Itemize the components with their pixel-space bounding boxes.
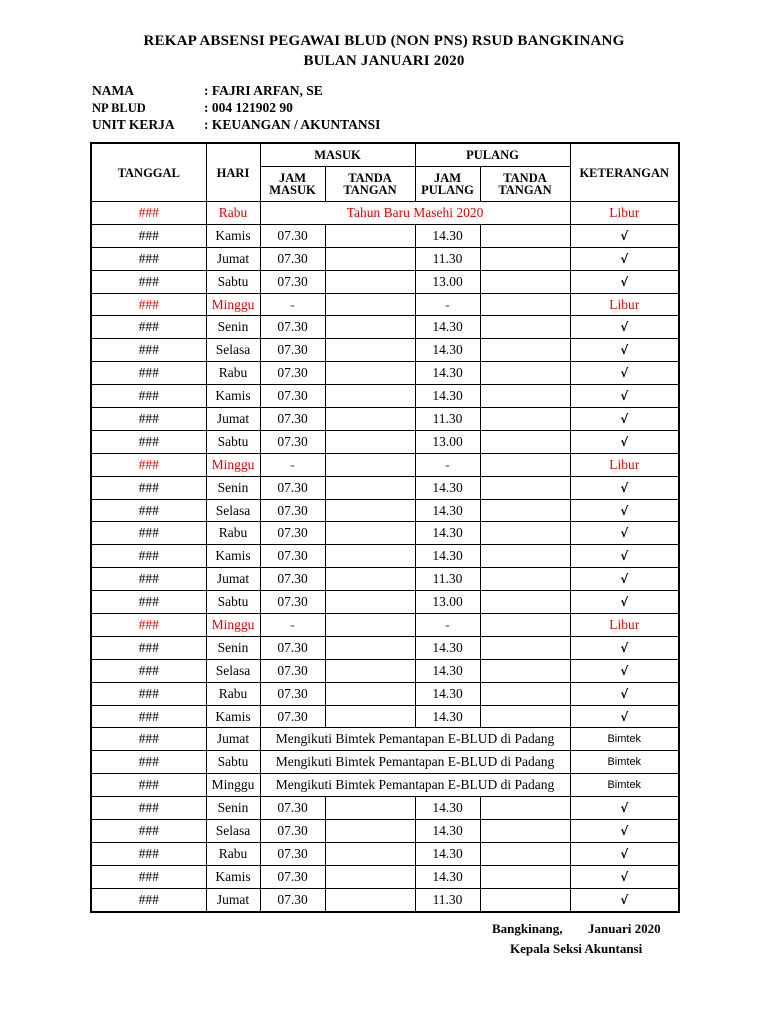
cell-jam-masuk: 07.30 [260, 339, 325, 362]
cell-tanda-pulang [480, 430, 570, 453]
cell-tanggal: ### [91, 545, 206, 568]
cell-jam-pulang: 14.30 [415, 865, 480, 888]
cell-tanda-masuk [325, 316, 415, 339]
col-jam-pulang-header [415, 167, 480, 202]
cell-jam-masuk: 07.30 [260, 224, 325, 247]
cell-keterangan: √ [570, 659, 679, 682]
cell-jam-masuk: 07.30 [260, 682, 325, 705]
cell-tanggal: ### [91, 362, 206, 385]
cell-tanda-pulang [480, 614, 570, 637]
cell-tanda-pulang [480, 888, 570, 911]
table-row [91, 247, 679, 270]
cell-jam-masuk: 07.30 [260, 316, 325, 339]
tanda-masuk-line1: TANDA [348, 171, 392, 185]
cell-tanda-pulang [480, 499, 570, 522]
col-tanda-pulang-header [480, 167, 570, 202]
cell-keterangan: √ [570, 842, 679, 865]
cell-jam-masuk: 07.30 [260, 270, 325, 293]
cell-keterangan: √ [570, 591, 679, 614]
cell-tanda-masuk [325, 820, 415, 843]
cell-jam-masuk: 07.30 [260, 522, 325, 545]
cell-jam-pulang: 11.30 [415, 247, 480, 270]
cell-tanggal: ### [91, 568, 206, 591]
table-row [91, 751, 679, 774]
cell-tanggal: ### [91, 430, 206, 453]
cell-jam-pulang: 11.30 [415, 408, 480, 431]
cell-tanda-masuk [325, 888, 415, 911]
cell-jam-masuk: 07.30 [260, 476, 325, 499]
cell-jam-masuk: 07.30 [260, 591, 325, 614]
cell-tanda-masuk [325, 385, 415, 408]
cell-jam-pulang: 13.00 [415, 430, 480, 453]
cell-keterangan: √ [570, 499, 679, 522]
cell-jam-pulang: 14.30 [415, 476, 480, 499]
cell-tanda-pulang [480, 797, 570, 820]
cell-keterangan: √ [570, 865, 679, 888]
table-row [91, 591, 679, 614]
cell-tanggal: ### [91, 751, 206, 774]
cell-keterangan: √ [570, 339, 679, 362]
cell-tanda-masuk [325, 842, 415, 865]
cell-tanggal: ### [91, 682, 206, 705]
nama-label: NAMA [92, 83, 134, 98]
cell-hari: Minggu [206, 293, 260, 316]
table-row [91, 682, 679, 705]
cell-tanggal: ### [91, 247, 206, 270]
cell-hari: Sabtu [206, 751, 260, 774]
cell-activity-note: Mengikuti Bimtek Pemantapan E-BLUD di Padang [260, 728, 570, 751]
cell-tanggal: ### [91, 499, 206, 522]
cell-jam-pulang: 14.30 [415, 636, 480, 659]
jam-pulang-line1: JAM [433, 171, 462, 185]
col-pulang-header: PULANG [415, 143, 570, 167]
table-row [91, 774, 679, 797]
cell-keterangan: Bimtek [570, 751, 679, 774]
cell-hari: Jumat [206, 888, 260, 911]
cell-keterangan: √ [570, 270, 679, 293]
cell-tanda-masuk [325, 408, 415, 431]
cell-tanggal: ### [91, 705, 206, 728]
cell-jam-pulang: 14.30 [415, 797, 480, 820]
cell-tanda-pulang [480, 453, 570, 476]
cell-jam-pulang: 14.30 [415, 385, 480, 408]
cell-keterangan: √ [570, 316, 679, 339]
cell-tanda-masuk [325, 614, 415, 637]
cell-tanda-pulang [480, 522, 570, 545]
cell-tanda-pulang [480, 659, 570, 682]
cell-tanggal: ### [91, 316, 206, 339]
table-row [91, 522, 679, 545]
cell-jam-pulang: 14.30 [415, 362, 480, 385]
cell-tanda-pulang [480, 545, 570, 568]
cell-activity-note: Mengikuti Bimtek Pemantapan E-BLUD di Padang [260, 774, 570, 797]
cell-jam-pulang: 14.30 [415, 659, 480, 682]
cell-tanda-masuk [325, 293, 415, 316]
table-row [91, 499, 679, 522]
cell-tanda-masuk [325, 568, 415, 591]
cell-hari: Senin [206, 476, 260, 499]
cell-keterangan: Libur [570, 202, 679, 225]
attendance-table [90, 142, 680, 913]
cell-tanda-masuk [325, 522, 415, 545]
cell-jam-pulang: 14.30 [415, 339, 480, 362]
cell-tanggal: ### [91, 476, 206, 499]
signature-month: Januari 2020 [588, 921, 661, 936]
cell-hari: Selasa [206, 339, 260, 362]
cell-tanda-pulang [480, 362, 570, 385]
cell-jam-masuk: 07.30 [260, 636, 325, 659]
np-blud-label: NP BLUD [92, 101, 146, 115]
col-jam-masuk-header [260, 167, 325, 202]
cell-activity-note: Mengikuti Bimtek Pemantapan E-BLUD di Padang [260, 751, 570, 774]
cell-jam-pulang: 14.30 [415, 842, 480, 865]
cell-tanggal: ### [91, 591, 206, 614]
table-row [91, 224, 679, 247]
cell-hari: Sabtu [206, 591, 260, 614]
cell-keterangan: √ [570, 476, 679, 499]
table-row [91, 728, 679, 751]
cell-jam-masuk: 07.30 [260, 385, 325, 408]
cell-jam-masuk: 07.30 [260, 659, 325, 682]
cell-tanda-pulang [480, 865, 570, 888]
cell-keterangan: √ [570, 385, 679, 408]
table-row [91, 614, 679, 637]
cell-jam-masuk: 07.30 [260, 842, 325, 865]
table-row [91, 270, 679, 293]
tanda-pulang-line1: TANDA [503, 171, 547, 185]
cell-jam-masuk: 07.30 [260, 705, 325, 728]
cell-tanda-pulang [480, 270, 570, 293]
cell-hari: Rabu [206, 522, 260, 545]
cell-keterangan: Libur [570, 293, 679, 316]
cell-tanda-pulang [480, 636, 570, 659]
cell-jam-pulang: 14.30 [415, 820, 480, 843]
cell-jam-masuk: - [260, 293, 325, 316]
cell-hari: Selasa [206, 659, 260, 682]
cell-tanda-pulang [480, 385, 570, 408]
cell-jam-pulang: 13.00 [415, 270, 480, 293]
cell-hari: Minggu [206, 453, 260, 476]
cell-tanggal: ### [91, 202, 206, 225]
table-row [91, 430, 679, 453]
cell-hari: Jumat [206, 568, 260, 591]
table-row [91, 797, 679, 820]
cell-keterangan: √ [570, 408, 679, 431]
cell-tanda-masuk [325, 270, 415, 293]
cell-hari: Senin [206, 316, 260, 339]
col-masuk-header: MASUK [260, 143, 415, 167]
table-row [91, 339, 679, 362]
cell-hari: Kamis [206, 385, 260, 408]
cell-tanda-masuk [325, 636, 415, 659]
table-row [91, 293, 679, 316]
cell-tanda-pulang [480, 316, 570, 339]
cell-keterangan: √ [570, 522, 679, 545]
cell-hari: Rabu [206, 202, 260, 225]
document-subtitle: BULAN JANUARI 2020 [303, 53, 465, 69]
cell-tanggal: ### [91, 774, 206, 797]
table-row [91, 820, 679, 843]
cell-tanda-pulang [480, 682, 570, 705]
cell-tanda-pulang [480, 842, 570, 865]
table-row [91, 568, 679, 591]
cell-tanda-masuk [325, 247, 415, 270]
cell-hari: Jumat [206, 408, 260, 431]
cell-tanda-pulang [480, 339, 570, 362]
cell-tanda-masuk [325, 705, 415, 728]
cell-tanda-masuk [325, 659, 415, 682]
cell-tanggal: ### [91, 636, 206, 659]
cell-tanda-masuk [325, 865, 415, 888]
cell-tanda-masuk [325, 430, 415, 453]
cell-keterangan: √ [570, 568, 679, 591]
cell-jam-masuk: 07.30 [260, 568, 325, 591]
cell-tanggal: ### [91, 453, 206, 476]
cell-tanda-pulang [480, 820, 570, 843]
table-row [91, 842, 679, 865]
cell-tanggal: ### [91, 293, 206, 316]
cell-tanggal: ### [91, 224, 206, 247]
jam-masuk-line1: JAM [278, 171, 307, 185]
table-row [91, 202, 679, 225]
cell-hari: Rabu [206, 362, 260, 385]
cell-keterangan: Libur [570, 614, 679, 637]
table-row [91, 476, 679, 499]
cell-tanda-masuk [325, 339, 415, 362]
cell-jam-pulang: - [415, 293, 480, 316]
cell-keterangan: Libur [570, 453, 679, 476]
cell-hari: Rabu [206, 682, 260, 705]
cell-tanggal: ### [91, 659, 206, 682]
cell-hari: Jumat [206, 247, 260, 270]
cell-hari: Kamis [206, 865, 260, 888]
cell-hari: Kamis [206, 705, 260, 728]
cell-tanda-pulang [480, 591, 570, 614]
jam-pulang-line2: PULANG [421, 183, 474, 197]
cell-hari: Sabtu [206, 270, 260, 293]
cell-tanda-masuk [325, 545, 415, 568]
cell-tanda-pulang [480, 476, 570, 499]
table-row [91, 865, 679, 888]
cell-jam-masuk: 07.30 [260, 888, 325, 911]
cell-jam-pulang: 14.30 [415, 316, 480, 339]
cell-hari: Kamis [206, 224, 260, 247]
cell-tanda-masuk [325, 797, 415, 820]
cell-jam-pulang: 14.30 [415, 499, 480, 522]
cell-jam-pulang: 13.00 [415, 591, 480, 614]
cell-keterangan: √ [570, 682, 679, 705]
cell-jam-pulang: 14.30 [415, 705, 480, 728]
table-row [91, 636, 679, 659]
cell-hari: Senin [206, 636, 260, 659]
cell-jam-masuk: 07.30 [260, 820, 325, 843]
cell-jam-pulang: - [415, 614, 480, 637]
cell-keterangan: √ [570, 545, 679, 568]
cell-hari: Jumat [206, 728, 260, 751]
cell-keterangan: Bimtek [570, 728, 679, 751]
cell-tanda-pulang [480, 408, 570, 431]
cell-hari: Kamis [206, 545, 260, 568]
cell-keterangan: √ [570, 362, 679, 385]
cell-tanda-masuk [325, 224, 415, 247]
cell-hari: Minggu [206, 614, 260, 637]
tanda-pulang-line2: TANGAN [498, 183, 552, 197]
cell-tanggal: ### [91, 728, 206, 751]
cell-hari: Senin [206, 797, 260, 820]
cell-tanggal: ### [91, 888, 206, 911]
cell-tanggal: ### [91, 270, 206, 293]
table-row [91, 659, 679, 682]
cell-keterangan: √ [570, 705, 679, 728]
cell-tanda-masuk [325, 682, 415, 705]
document-title: REKAP ABSENSI PEGAWAI BLUD (NON PNS) RSUD BANGKINANG [143, 33, 625, 49]
cell-tanggal: ### [91, 865, 206, 888]
table-row [91, 453, 679, 476]
table-row [91, 888, 679, 911]
cell-tanda-masuk [325, 453, 415, 476]
cell-hari: Sabtu [206, 430, 260, 453]
signature-role: Kepala Seksi Akuntansi [510, 941, 643, 956]
cell-tanda-masuk [325, 591, 415, 614]
cell-tanggal: ### [91, 797, 206, 820]
cell-jam-masuk: 07.30 [260, 499, 325, 522]
cell-keterangan: √ [570, 888, 679, 911]
cell-jam-masuk: 07.30 [260, 362, 325, 385]
cell-tanda-pulang [480, 224, 570, 247]
table-row [91, 705, 679, 728]
cell-keterangan: Bimtek [570, 774, 679, 797]
cell-jam-masuk: 07.30 [260, 430, 325, 453]
table-row [91, 316, 679, 339]
np-blud-value: : 004 121902 90 [204, 100, 293, 115]
unit-kerja-value: : KEUANGAN / AKUNTANSI [204, 117, 381, 132]
cell-tanggal: ### [91, 820, 206, 843]
jam-masuk-line2: MASUK [269, 183, 316, 197]
cell-tanggal: ### [91, 522, 206, 545]
cell-jam-masuk: - [260, 453, 325, 476]
table-row [91, 385, 679, 408]
cell-tanggal: ### [91, 385, 206, 408]
cell-hari: Selasa [206, 499, 260, 522]
cell-activity-note: Tahun Baru Masehi 2020 [260, 202, 570, 225]
cell-jam-pulang: 14.30 [415, 682, 480, 705]
cell-tanda-pulang [480, 568, 570, 591]
cell-tanda-pulang [480, 293, 570, 316]
cell-tanggal: ### [91, 842, 206, 865]
col-hari-header: HARI [206, 143, 260, 202]
cell-tanggal: ### [91, 614, 206, 637]
cell-jam-masuk: 07.30 [260, 545, 325, 568]
table-row [91, 408, 679, 431]
cell-tanda-masuk [325, 476, 415, 499]
cell-keterangan: √ [570, 797, 679, 820]
cell-keterangan: √ [570, 247, 679, 270]
cell-jam-pulang: 11.30 [415, 888, 480, 911]
attendance-rows [91, 202, 679, 912]
cell-keterangan: √ [570, 224, 679, 247]
cell-tanda-pulang [480, 247, 570, 270]
cell-tanggal: ### [91, 408, 206, 431]
unit-kerja-label: UNIT KERJA [92, 117, 175, 132]
cell-jam-pulang: - [415, 453, 480, 476]
cell-keterangan: √ [570, 820, 679, 843]
cell-tanda-masuk [325, 499, 415, 522]
cell-jam-pulang: 14.30 [415, 224, 480, 247]
cell-tanda-pulang [480, 705, 570, 728]
cell-jam-pulang: 14.30 [415, 545, 480, 568]
cell-jam-pulang: 11.30 [415, 568, 480, 591]
cell-hari: Rabu [206, 842, 260, 865]
cell-tanggal: ### [91, 339, 206, 362]
tanda-masuk-line2: TANGAN [343, 183, 397, 197]
cell-jam-masuk: 07.30 [260, 247, 325, 270]
col-tanda-masuk-header [325, 167, 415, 202]
col-keterangan-header: KETERANGAN [570, 143, 679, 202]
cell-tanda-masuk [325, 362, 415, 385]
cell-jam-masuk: - [260, 614, 325, 637]
signature-place: Bangkinang, [492, 921, 563, 936]
table-row [91, 362, 679, 385]
cell-jam-masuk: 07.30 [260, 797, 325, 820]
nama-value: : FAJRI ARFAN, SE [204, 83, 323, 98]
cell-jam-masuk: 07.30 [260, 408, 325, 431]
cell-hari: Selasa [206, 820, 260, 843]
cell-jam-pulang: 14.30 [415, 522, 480, 545]
cell-keterangan: √ [570, 430, 679, 453]
table-row [91, 545, 679, 568]
cell-jam-masuk: 07.30 [260, 865, 325, 888]
cell-hari: Minggu [206, 774, 260, 797]
col-tanggal-header: TANGGAL [91, 143, 206, 202]
cell-keterangan: √ [570, 636, 679, 659]
